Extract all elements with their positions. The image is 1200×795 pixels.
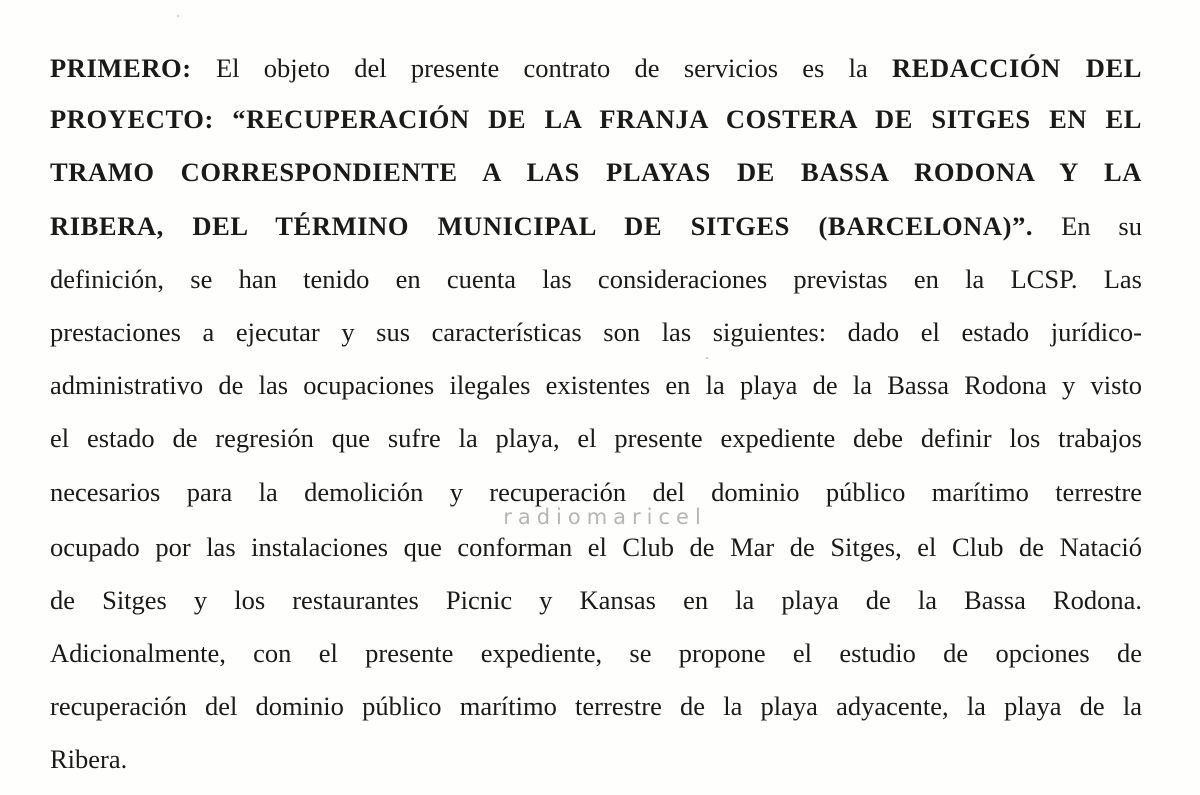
line-text: En su: [1033, 211, 1142, 241]
paragraph-line-2: [50, 104, 1142, 134]
line-text: el estado de regresión que sufre la playa, el presente expediente debe definir los trabajos: [50, 423, 1142, 453]
paragraph-line-4: [50, 211, 1142, 241]
line-text: necesarios para la demolición y recuperación del dominio público marítimo terrestre: [50, 477, 1142, 507]
line-text: de Sitges y los restaurantes Picnic y Kansas en la playa de la Bassa Rodona.: [50, 585, 1142, 615]
line-text: prestaciones a ejecutar y sus características son las siguientes: dado el estado jurídico-: [50, 317, 1142, 347]
paragraph-line-7: [50, 370, 1142, 400]
bold-title-start: REDACCIÓN DEL: [892, 53, 1142, 83]
line-text: definición, se han tenido en cuenta las consideraciones previstas en la LCSP. Las: [50, 264, 1142, 294]
line-text: administrativo de las ocupaciones ilegales existentes en la playa de la Bassa Rodona y visto: [50, 370, 1142, 400]
line-text: Adicionalmente, con el presente expediente, se propone el estudio de opciones de: [50, 638, 1142, 668]
line-text: recuperación del dominio público marítimo terrestre de la playa adyacente, la playa de la: [50, 691, 1142, 721]
paragraph-line-8: [50, 423, 1142, 453]
paragraph-line-11: [50, 585, 1142, 615]
watermark: radiomaricel: [503, 505, 707, 529]
line-text: ocupado por las instalaciones que conforman el Club de Mar de Sitges, el Club de Natació: [50, 532, 1142, 562]
bold-title-end: RIBERA, DEL TÉRMINO MUNICIPAL DE SITGES (BARCELONA)”.: [50, 211, 1034, 241]
paragraph-line-9: [50, 477, 1142, 507]
paragraph-line-6: [50, 317, 1142, 347]
paragraph-line-14: [50, 744, 1142, 774]
paragraph-line-5: [50, 264, 1142, 294]
paragraph-line-12: [50, 638, 1142, 668]
scan-speck: [177, 15, 179, 17]
paragraph-line-3: [50, 157, 1142, 187]
scan-speck: [706, 357, 708, 359]
clause-label: PRIMERO:: [50, 53, 192, 83]
line-text: Ribera.: [50, 744, 128, 774]
line-text: El objeto del presente contrato de servicios es la: [191, 53, 893, 83]
paragraph-line-1: [50, 53, 1142, 83]
bold-title-text: PROYECTO: “RECUPERACIÓN DE LA FRANJA COSTERA DE SITGES EN EL: [50, 104, 1142, 134]
bold-title-text: TRAMO CORRESPONDIENTE A LAS PLAYAS DE BASSA RODONA Y LA: [50, 157, 1142, 187]
paragraph-line-10: [50, 532, 1142, 562]
paragraph-line-13: [50, 691, 1142, 721]
